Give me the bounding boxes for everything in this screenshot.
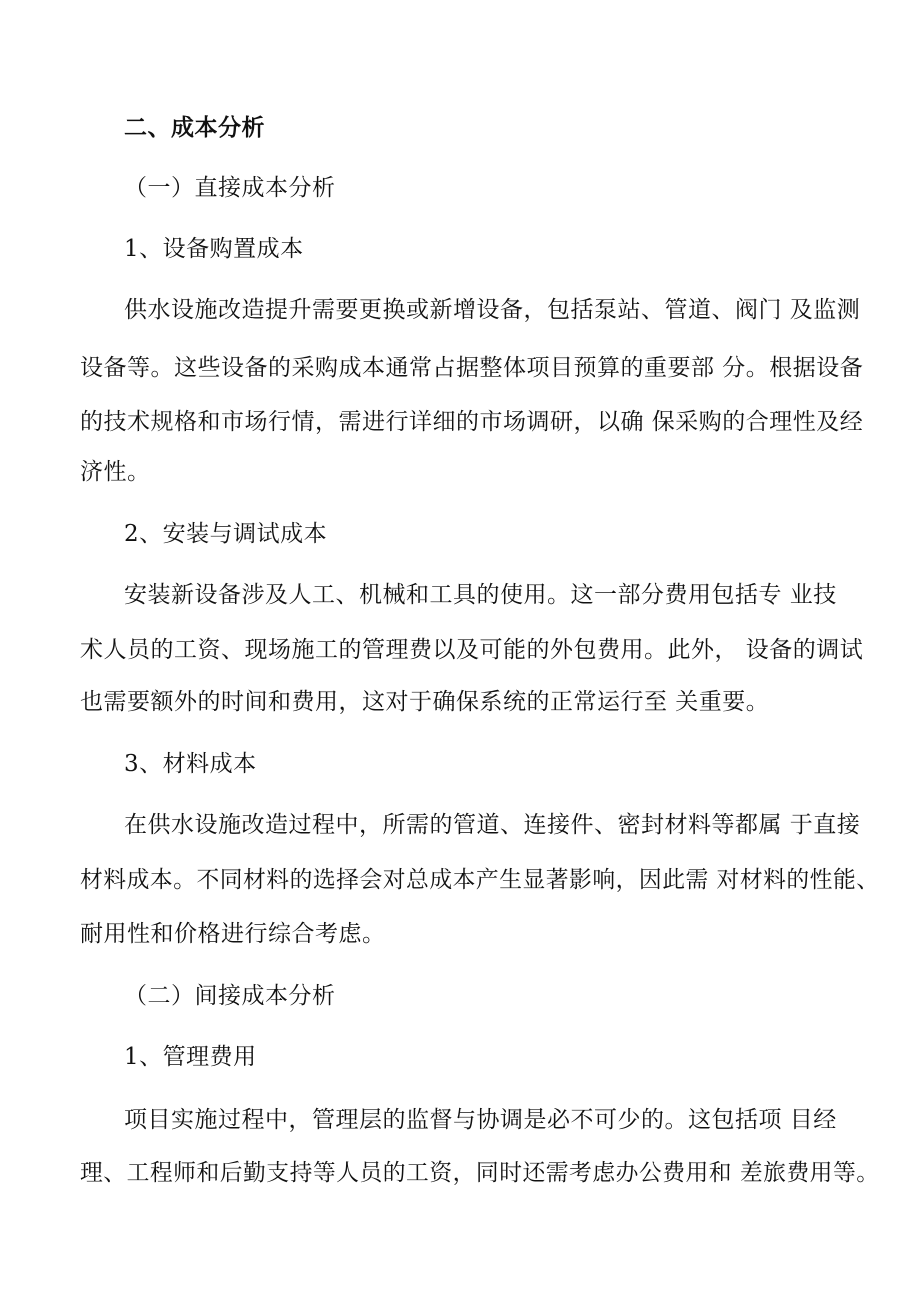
item-heading-management: 1、管理费用 xyxy=(124,1044,257,1070)
paragraph-line: 耐用性和价格进行综合考虑。 xyxy=(80,921,386,947)
paragraph-line: 设备等。这些设备的采购成本通常占据整体项目预算的重要部 分。根据设备 xyxy=(80,355,864,381)
paragraph-line: 材料成本。不同材料的选择会对总成本产生显著影响，因此需 对材料的性能、 xyxy=(80,867,880,893)
paragraph-line: 的技术规格和市场行情，需进行详细的市场调研，以确 保采购的合理性及经 xyxy=(80,409,864,435)
item-heading-material: 3、材料成本 xyxy=(124,751,257,777)
paragraph-line: 安装新设备涉及人工、机械和工具的使用。这一部分费用包括专 业技 xyxy=(124,582,837,608)
item-heading-equipment: 1、设备购置成本 xyxy=(124,236,304,262)
paragraph-line: 供水设施改造提升需要更换或新增设备，包括泵站、管道、阀门 及监测 xyxy=(124,297,861,323)
paragraph-line: 术人员的工资、现场施工的管理费以及可能的外包费用。此外， 设备的调试 xyxy=(80,637,864,663)
paragraph-line: 理、工程师和后勤支持等人员的工资，同时还需考虑办公费用和 差旅费用等。 xyxy=(80,1160,880,1186)
paragraph-line: 在供水设施改造过程中，所需的管道、连接件、密封材料等都属 于直接 xyxy=(124,812,861,838)
paragraph-line: 项目实施过程中，管理层的监督与协调是必不可少的。这包括项 目经 xyxy=(124,1107,837,1133)
paragraph-line: 济性。 xyxy=(80,459,151,485)
paragraph-line: 也需要额外的时间和费用，这对于确保系统的正常运行至 关重要。 xyxy=(80,689,770,715)
section-title: 二、成本分析 xyxy=(124,115,265,141)
subsection-title-direct: （一）直接成本分析 xyxy=(124,175,336,201)
subsection-title-indirect: （二）间接成本分析 xyxy=(124,983,336,1009)
item-heading-installation: 2、安装与调试成本 xyxy=(124,521,328,547)
